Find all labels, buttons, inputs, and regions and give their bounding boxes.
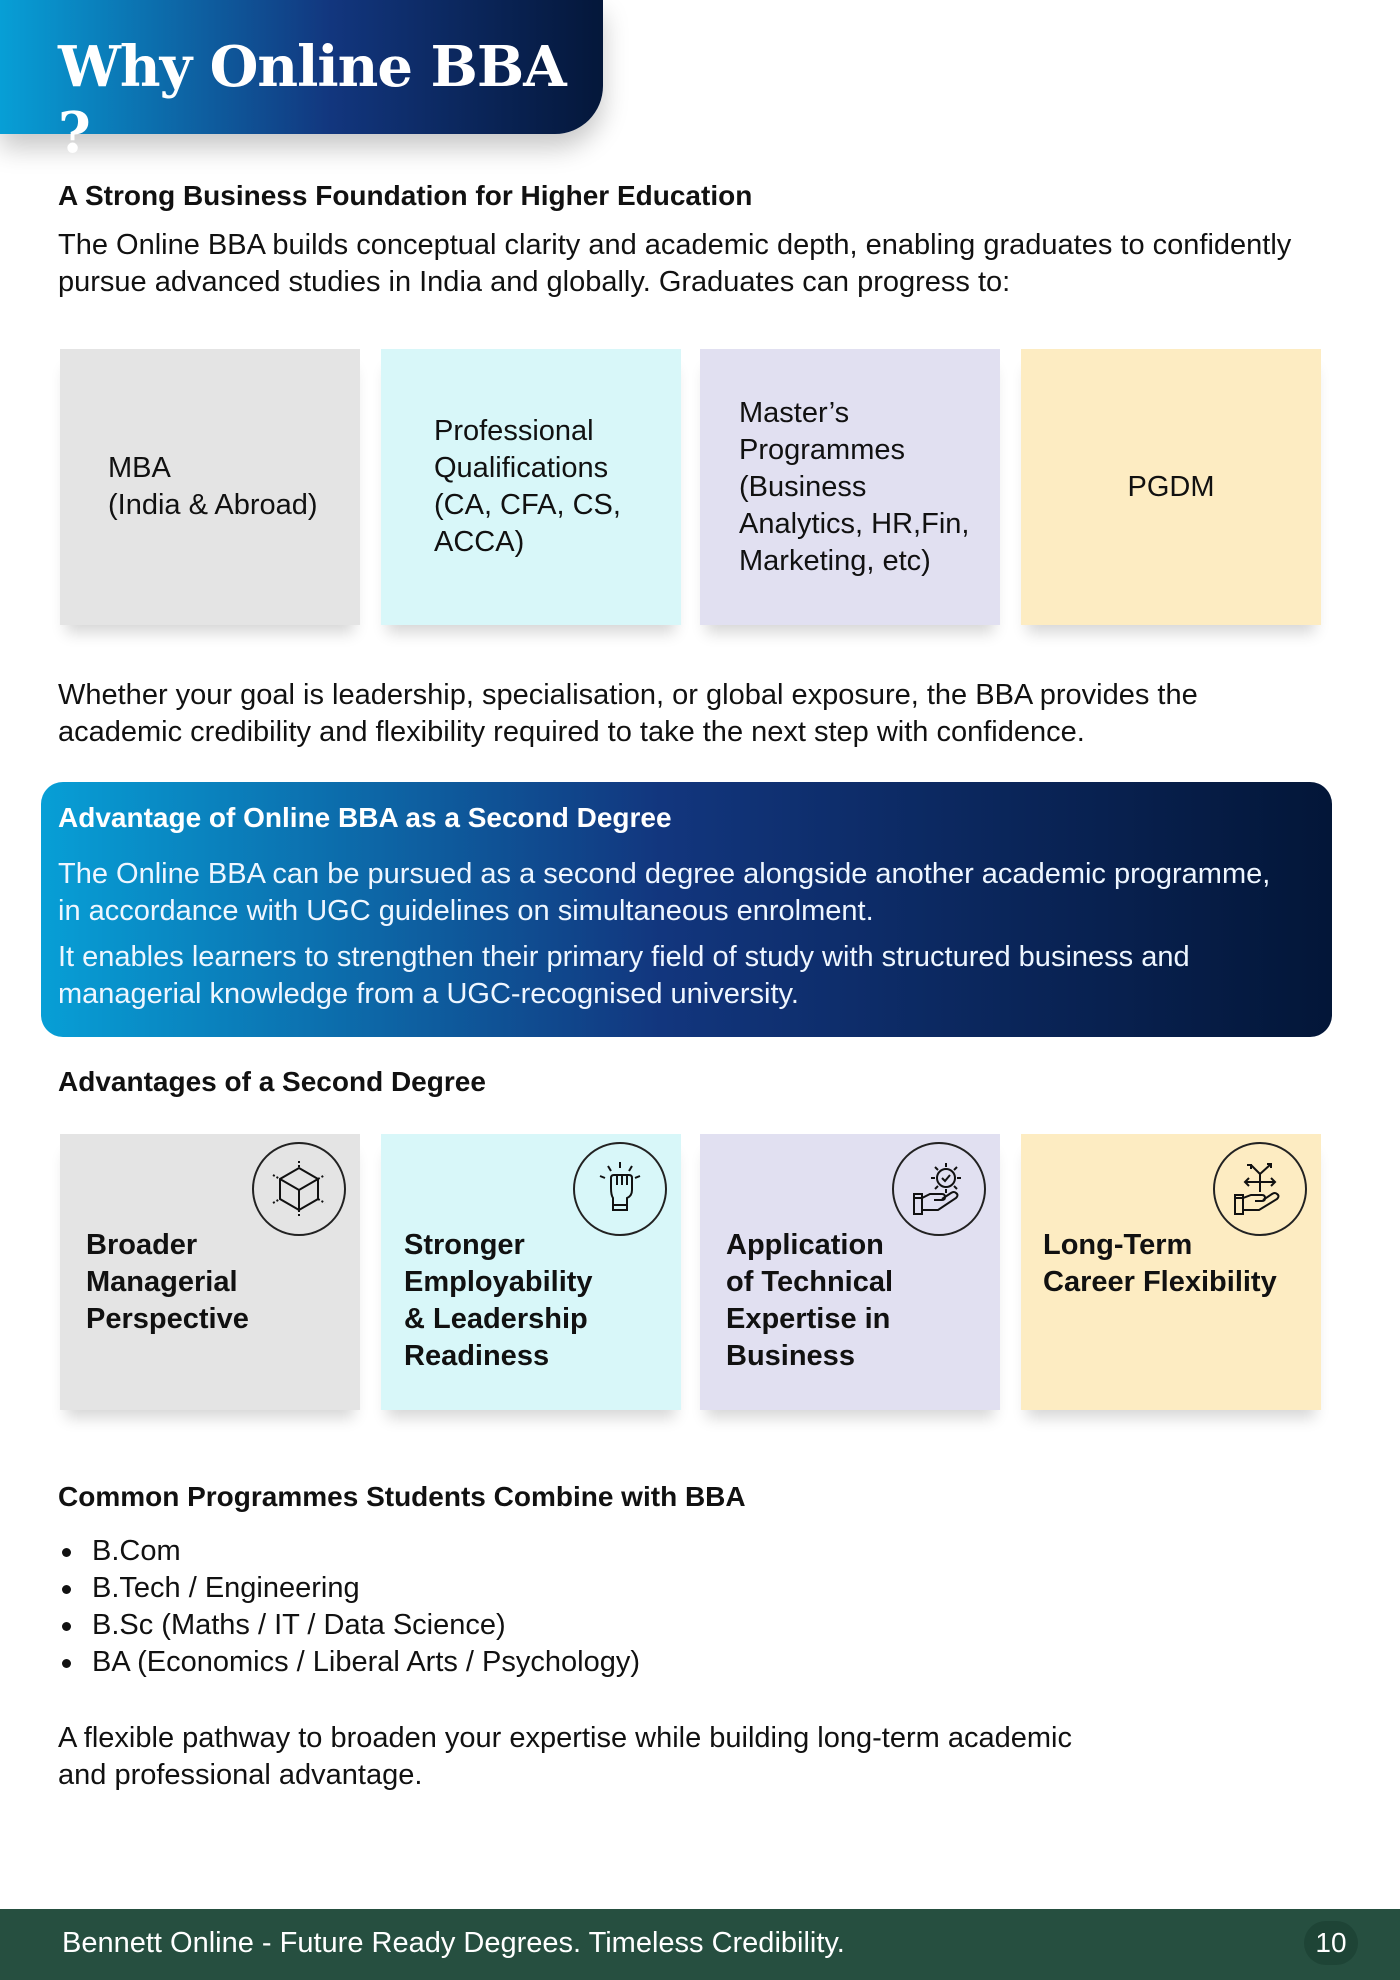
card-line: MBA xyxy=(108,452,171,484)
list-item: B.Com xyxy=(58,1533,640,1570)
hand-arrows-icon xyxy=(1213,1142,1307,1236)
closing-line-2: and professional advantage. xyxy=(58,1759,423,1791)
closing-paragraph xyxy=(58,1720,1258,1794)
page-number: 10 xyxy=(1304,1921,1358,1965)
title-banner xyxy=(0,0,603,166)
progress-card-masters xyxy=(700,349,1000,625)
card-line: Expertise in xyxy=(726,1303,891,1335)
raised-fist-icon xyxy=(573,1142,667,1236)
card-line: of Technical xyxy=(726,1266,894,1298)
advantage-line: It enables learners to strengthen their primary field of study with structured business and xyxy=(58,941,1190,973)
advantage-card-employability xyxy=(381,1134,681,1410)
advantage-line: managerial knowledge from a UGC-recognised university. xyxy=(58,978,799,1010)
foundation-paragraph xyxy=(58,227,1358,301)
card-line: Analytics, HR,Fin, xyxy=(739,507,970,540)
cube-icon xyxy=(252,1142,346,1236)
progress-card-pgdm xyxy=(1021,349,1321,625)
foundation-heading: A Strong Business Foundation for Higher Education xyxy=(58,180,753,211)
goal-paragraph xyxy=(58,677,1358,751)
card-line: PGDM xyxy=(1127,470,1215,503)
card-line: Business xyxy=(726,1340,855,1372)
second-degree-heading: Advantages of a Second Degree xyxy=(58,1066,486,1097)
footer xyxy=(0,1909,1400,1980)
combine-heading: Common Programmes Students Combine with BBA xyxy=(58,1481,746,1512)
card-line: Career Flexibility xyxy=(1043,1266,1277,1298)
progress-card-mba xyxy=(60,349,360,625)
card-line: Managerial xyxy=(86,1266,238,1298)
card-line: Perspective xyxy=(86,1303,249,1335)
list-item: BA (Economics / Liberal Arts / Psychology) xyxy=(58,1644,640,1681)
advantage-line: in accordance with UGC guidelines on simultaneous enrolment. xyxy=(58,895,874,927)
card-line: Qualifications xyxy=(434,452,609,484)
closing-line-1: A flexible pathway to broaden your expertise while building long-term academic xyxy=(58,1722,1072,1754)
card-line: Master’s xyxy=(739,396,850,429)
card-line: Broader xyxy=(86,1229,198,1261)
list-item: B.Sc (Maths / IT / Data Science) xyxy=(58,1607,640,1644)
advantage-card-technical xyxy=(700,1134,1000,1410)
card-line: Application xyxy=(726,1229,884,1261)
advantage-paragraph-1 xyxy=(58,856,1318,930)
combine-list xyxy=(58,1533,640,1681)
card-line: ACCA) xyxy=(434,526,525,558)
card-line: Stronger xyxy=(404,1229,525,1261)
foundation-line-2: pursue advanced studies in India and globally. Graduates can progress to: xyxy=(58,266,1011,298)
card-line: (Business xyxy=(739,470,867,503)
advantage-line: The Online BBA can be pursued as a second degree alongside another academic programme, xyxy=(58,858,1271,890)
card-line: Long-Term xyxy=(1043,1229,1193,1261)
card-line: (CA, CFA, CS, xyxy=(434,489,621,521)
list-item: B.Tech / Engineering xyxy=(58,1570,640,1607)
card-line: Readiness xyxy=(404,1340,550,1372)
goal-line-1: Whether your goal is leadership, specialisation, or global exposure, the BBA provides the xyxy=(58,679,1198,711)
card-line: Marketing, etc) xyxy=(739,544,931,577)
foundation-line-1: The Online BBA builds conceptual clarity and academic depth, enabling graduates to confidently xyxy=(58,229,1292,261)
goal-line-2: academic credibility and flexibility required to take the next step with confidence. xyxy=(58,716,1085,748)
card-line: Programmes xyxy=(739,433,905,466)
progress-card-professional xyxy=(381,349,681,625)
advantage-paragraph-2 xyxy=(58,939,1318,1013)
footer-tagline: Bennett Online - Future Ready Degrees. Timeless Credibility. xyxy=(62,1927,845,1959)
hand-gear-icon xyxy=(892,1142,986,1236)
advantage-card-flexibility xyxy=(1021,1134,1321,1410)
advantage-title: Advantage of Online BBA as a Second Degree xyxy=(58,802,672,833)
advantage-card-managerial xyxy=(60,1134,360,1410)
card-line: Employability xyxy=(404,1266,593,1298)
page-title: Why Online BBA ? xyxy=(58,34,566,166)
card-line: & Leadership xyxy=(404,1303,588,1335)
card-line: Professional xyxy=(434,415,594,447)
card-line: (India & Abroad) xyxy=(108,489,318,521)
advantage-panel xyxy=(41,782,1332,1037)
